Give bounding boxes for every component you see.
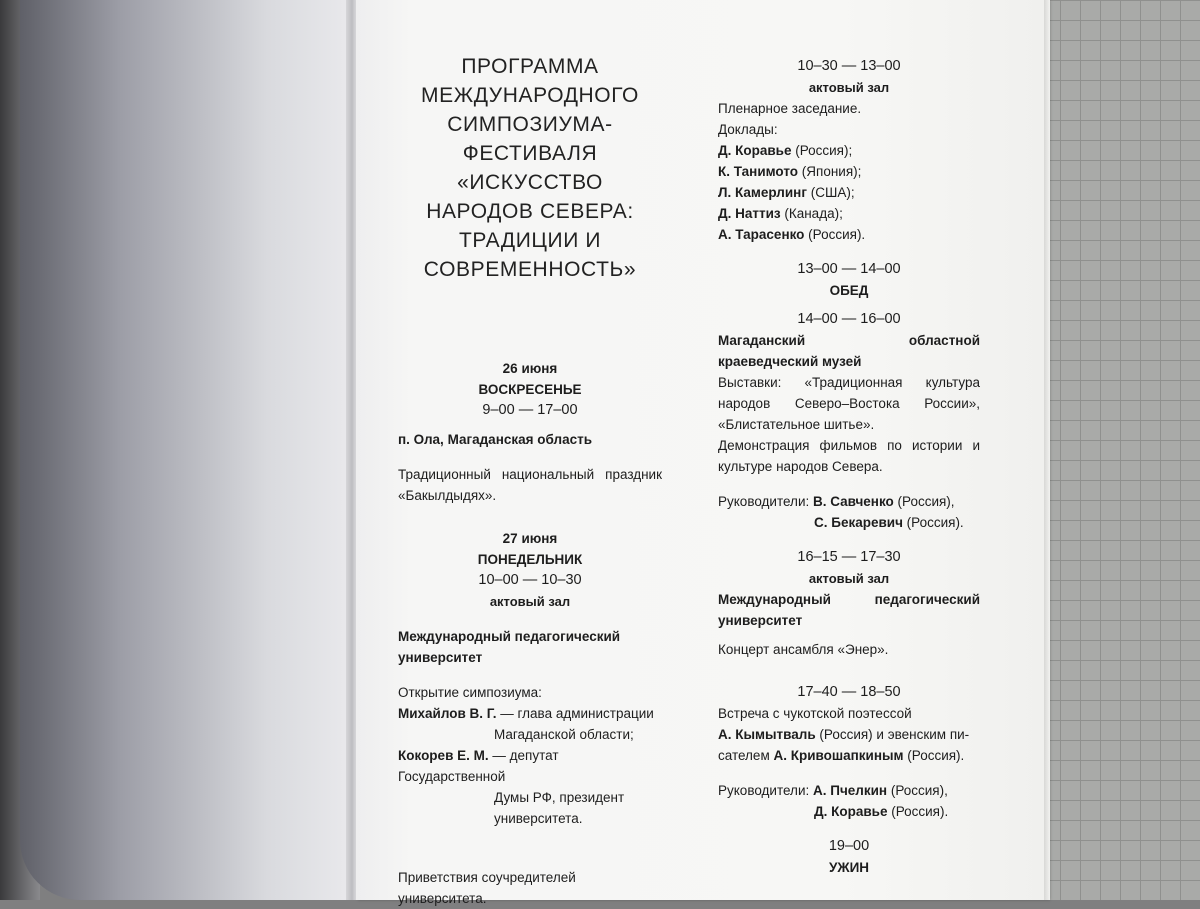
leader1-country: (Россия), (887, 783, 948, 798)
session2-leader2 (718, 512, 980, 533)
speaker2-role: — депутат Государственной (398, 748, 559, 784)
session1-reports-label: Доклады: (718, 122, 778, 137)
session2-films: Демонстрация фильмов по истории и культуре народов Севера. (718, 438, 980, 474)
speaker2 (398, 745, 662, 787)
title-line: НАРОДОВ СЕВЕРА: (426, 200, 634, 223)
lunch-label: ОБЕД (829, 283, 869, 298)
day2-weekday: ПОНЕДЕЛЬНИК (477, 552, 583, 567)
lunch-time: 13–00 — 14–00 (797, 261, 901, 277)
speaker2-name: Кокорев Е. М. (398, 748, 489, 763)
session2-venue: Магаданский областной краеведческий музей (718, 333, 980, 369)
day2-time: 10–00 — 10–30 (478, 572, 582, 588)
leader2-name: Д. Коравье (814, 804, 888, 819)
session3-time: 16–15 — 17–30 (797, 549, 901, 565)
leaders-label: Руководители: (718, 494, 813, 509)
title-line: ТРАДИЦИИ И (458, 229, 602, 252)
meet-text: сателем (718, 748, 774, 763)
title-line: «ИСКУССТВО (457, 171, 603, 194)
leader1-name: В. Савченко (812, 494, 894, 509)
session4-leader2 (718, 801, 980, 822)
left-page (20, 0, 350, 900)
speaker1 (398, 703, 662, 724)
report-name: Д. Наттиз (718, 206, 781, 221)
title-line: МЕЖДУНАРОДНОГО (421, 84, 639, 107)
day2-date: 27 июня (502, 531, 558, 546)
session4-time: 17–40 — 18–50 (797, 684, 901, 700)
speaker2-role-cont: университета. (494, 811, 583, 826)
session3-venue: Международный педагогический университет (718, 592, 980, 628)
day2-venue: Международный педагогический университет (398, 629, 621, 665)
report-country: (Россия); (791, 143, 853, 158)
speaker1-role: — глава администрации (496, 706, 654, 721)
leaders-label: Руководители: (718, 783, 813, 798)
session1-time: 10–30 — 13–00 (797, 58, 901, 74)
session2-exhibitions: Выставки: «Традиционная культура народов Северо–Востока России», «Блистательное шитье». (718, 375, 980, 432)
speaker1-role-cont: Магаданской области; (494, 727, 634, 742)
title-line: СИМПОЗИУМА- (447, 113, 613, 136)
report-country: (Россия). (804, 227, 866, 242)
leader2-name: С. Бекаревич (814, 515, 903, 530)
title-line: ПРОГРАММА (461, 55, 599, 78)
report-name: К. Танимото (718, 164, 799, 179)
right-column (718, 56, 980, 878)
day1-weekday: ВОСКРЕСЕНЬЕ (478, 382, 582, 397)
report-item (718, 140, 980, 161)
program-title (398, 52, 662, 284)
left-column (398, 52, 662, 909)
leader1-country: (Россия), (893, 494, 955, 509)
report-item (718, 203, 980, 224)
session2-leaders (718, 491, 980, 512)
session1-hall: актовый зал (808, 80, 890, 95)
day2-hall: актовый зал (489, 594, 571, 609)
report-name: А. Тарасенко (718, 227, 805, 242)
dinner-label: УЖИН (828, 860, 870, 875)
day1-place: п. Ола, Магаданская область (398, 432, 592, 447)
report-item (718, 182, 980, 203)
session4-meet-line1: Встреча с чукотской поэтессой (718, 706, 912, 721)
meet-text: (Россия). (903, 748, 965, 763)
session3-hall: актовый зал (808, 571, 890, 586)
day1-date: 26 июня (502, 361, 558, 376)
report-country: (США); (806, 185, 855, 200)
report-name: Л. Камерлинг (718, 185, 807, 200)
day2-opening: Открытие симпозиума: (398, 685, 542, 700)
title-line: ФЕСТИВАЛЯ (462, 142, 598, 165)
page-edge (1044, 0, 1050, 900)
dinner-time: 19–00 (828, 838, 870, 854)
speaker2-role-cont: Думы РФ, президент (494, 790, 625, 805)
session3-event: Концерт ансамбля «Энер». (718, 642, 889, 657)
session4-leaders (718, 780, 980, 801)
cutting-mat (1040, 0, 1200, 900)
speaker1-name: Михайлов В. Г. (398, 706, 497, 721)
day1-event: Традиционный национальный праздник «Бакылдыдях». (398, 467, 662, 503)
report-country: (Канада); (780, 206, 843, 221)
report-item (718, 224, 980, 245)
session2-time: 14–00 — 16–00 (797, 311, 901, 327)
report-item (718, 161, 980, 182)
session4-meet-line2 (718, 724, 980, 745)
session1-type: Пленарное заседание. (718, 101, 862, 116)
leader1-name: А. Пчелкин (812, 783, 888, 798)
poet-name: А. Кымытваль (718, 727, 816, 742)
leader2-country: (Россия). (887, 804, 949, 819)
writer-name: А. Кривошапкиным (773, 748, 904, 763)
day1-time: 9–00 — 17–00 (482, 402, 578, 418)
greetings: Приветствия соучредителей университета. (398, 870, 576, 906)
report-country: (Япония); (798, 164, 862, 179)
meet-text: (Россия) и эвенским пи- (815, 727, 970, 742)
leader2-country: (Россия). (902, 515, 964, 530)
report-name: Д. Коравье (718, 143, 792, 158)
title-line: СОВРЕМЕННОСТЬ» (423, 258, 637, 281)
session4-meet-line3 (718, 745, 980, 766)
